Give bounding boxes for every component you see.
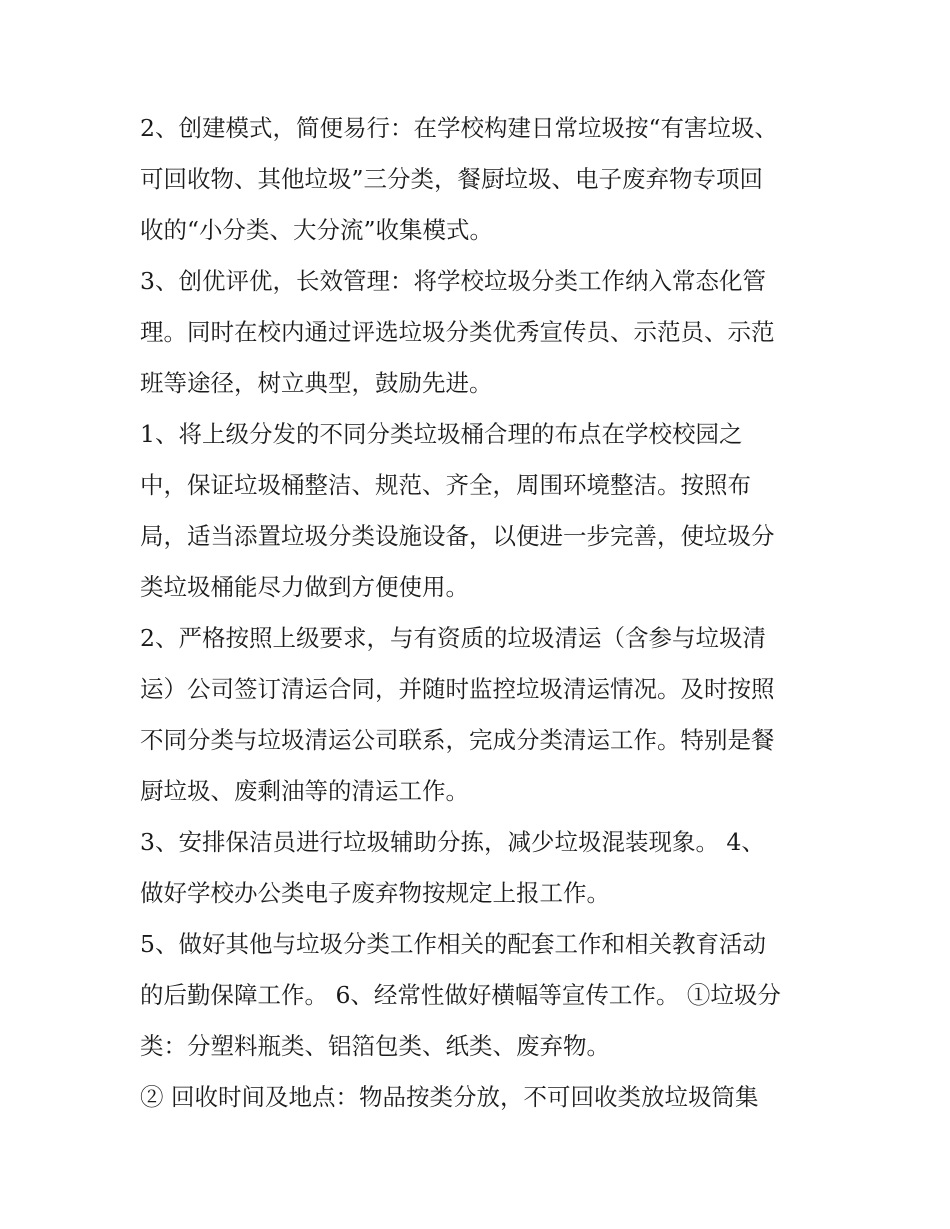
text-line: 3、安排保洁员进行垃圾辅助分拣，减少垃圾混装现象。 4、 [140,828,765,856]
text-line: 2、严格按照上级要求，与有资质的垃圾清运（含参与垃圾清 [140,624,766,652]
text-line: 运）公司签订清运合同，并随时监控垃圾清运情况。及时按照 [140,675,775,703]
text-line: 局，适当添置垃圾分类设施设备，以便进一步完善，使垃圾分 [140,522,775,550]
text-line: 1、将上级分发的不同分类垃圾桶合理的布点在学校校园之 [140,420,743,448]
document-body [140,103,820,1123]
text-line: 理。同时在校内通过评选垃圾分类优秀宣传员、示范员、示范 [140,318,775,346]
text-line: 中，保证垃圾桶整洁、规范、齐全，周围环境整洁。按照布 [140,471,751,499]
text-line: 做好学校办公类电子废弃物按规定上报工作。 [140,879,610,907]
text-line: ② 回收时间及地点：物品按类分放，不可回收类放垃圾筒集 [140,1083,759,1111]
text-line: 可回收物、其他垃圾”三分类，餐厨垃圾、电子废弃物专项回 [140,165,764,193]
text-line: 5、做好其他与垃圾分类工作相关的配套工作和相关教育活动 [140,930,766,958]
text-line: 班等途径，树立典型，鼓励先进。 [140,369,493,397]
text-line: 3、创优评优，长效管理：将学校垃圾分类工作纳入常态化管 [140,267,766,295]
text-line: 的后勤保障工作。 6、经常性做好横幅等宣传工作。 ①垃圾分 [140,981,781,1009]
text-line: 厨垃圾、废剩油等的清运工作。 [140,777,469,805]
text-line: 收的“小分类、大分流”收集模式。 [140,216,494,244]
text-line: 类垃圾桶能尽力做到方便使用。 [140,573,469,601]
text-line: 2、创建模式，简便易行：在学校构建日常垃圾按“有害垃圾、 [140,114,778,142]
text-line: 不同分类与垃圾清运公司联系，完成分类清运工作。特别是餐 [140,726,775,754]
text-line: 类：分塑料瓶类、铝箔包类、纸类、废弃物。 [140,1032,610,1060]
